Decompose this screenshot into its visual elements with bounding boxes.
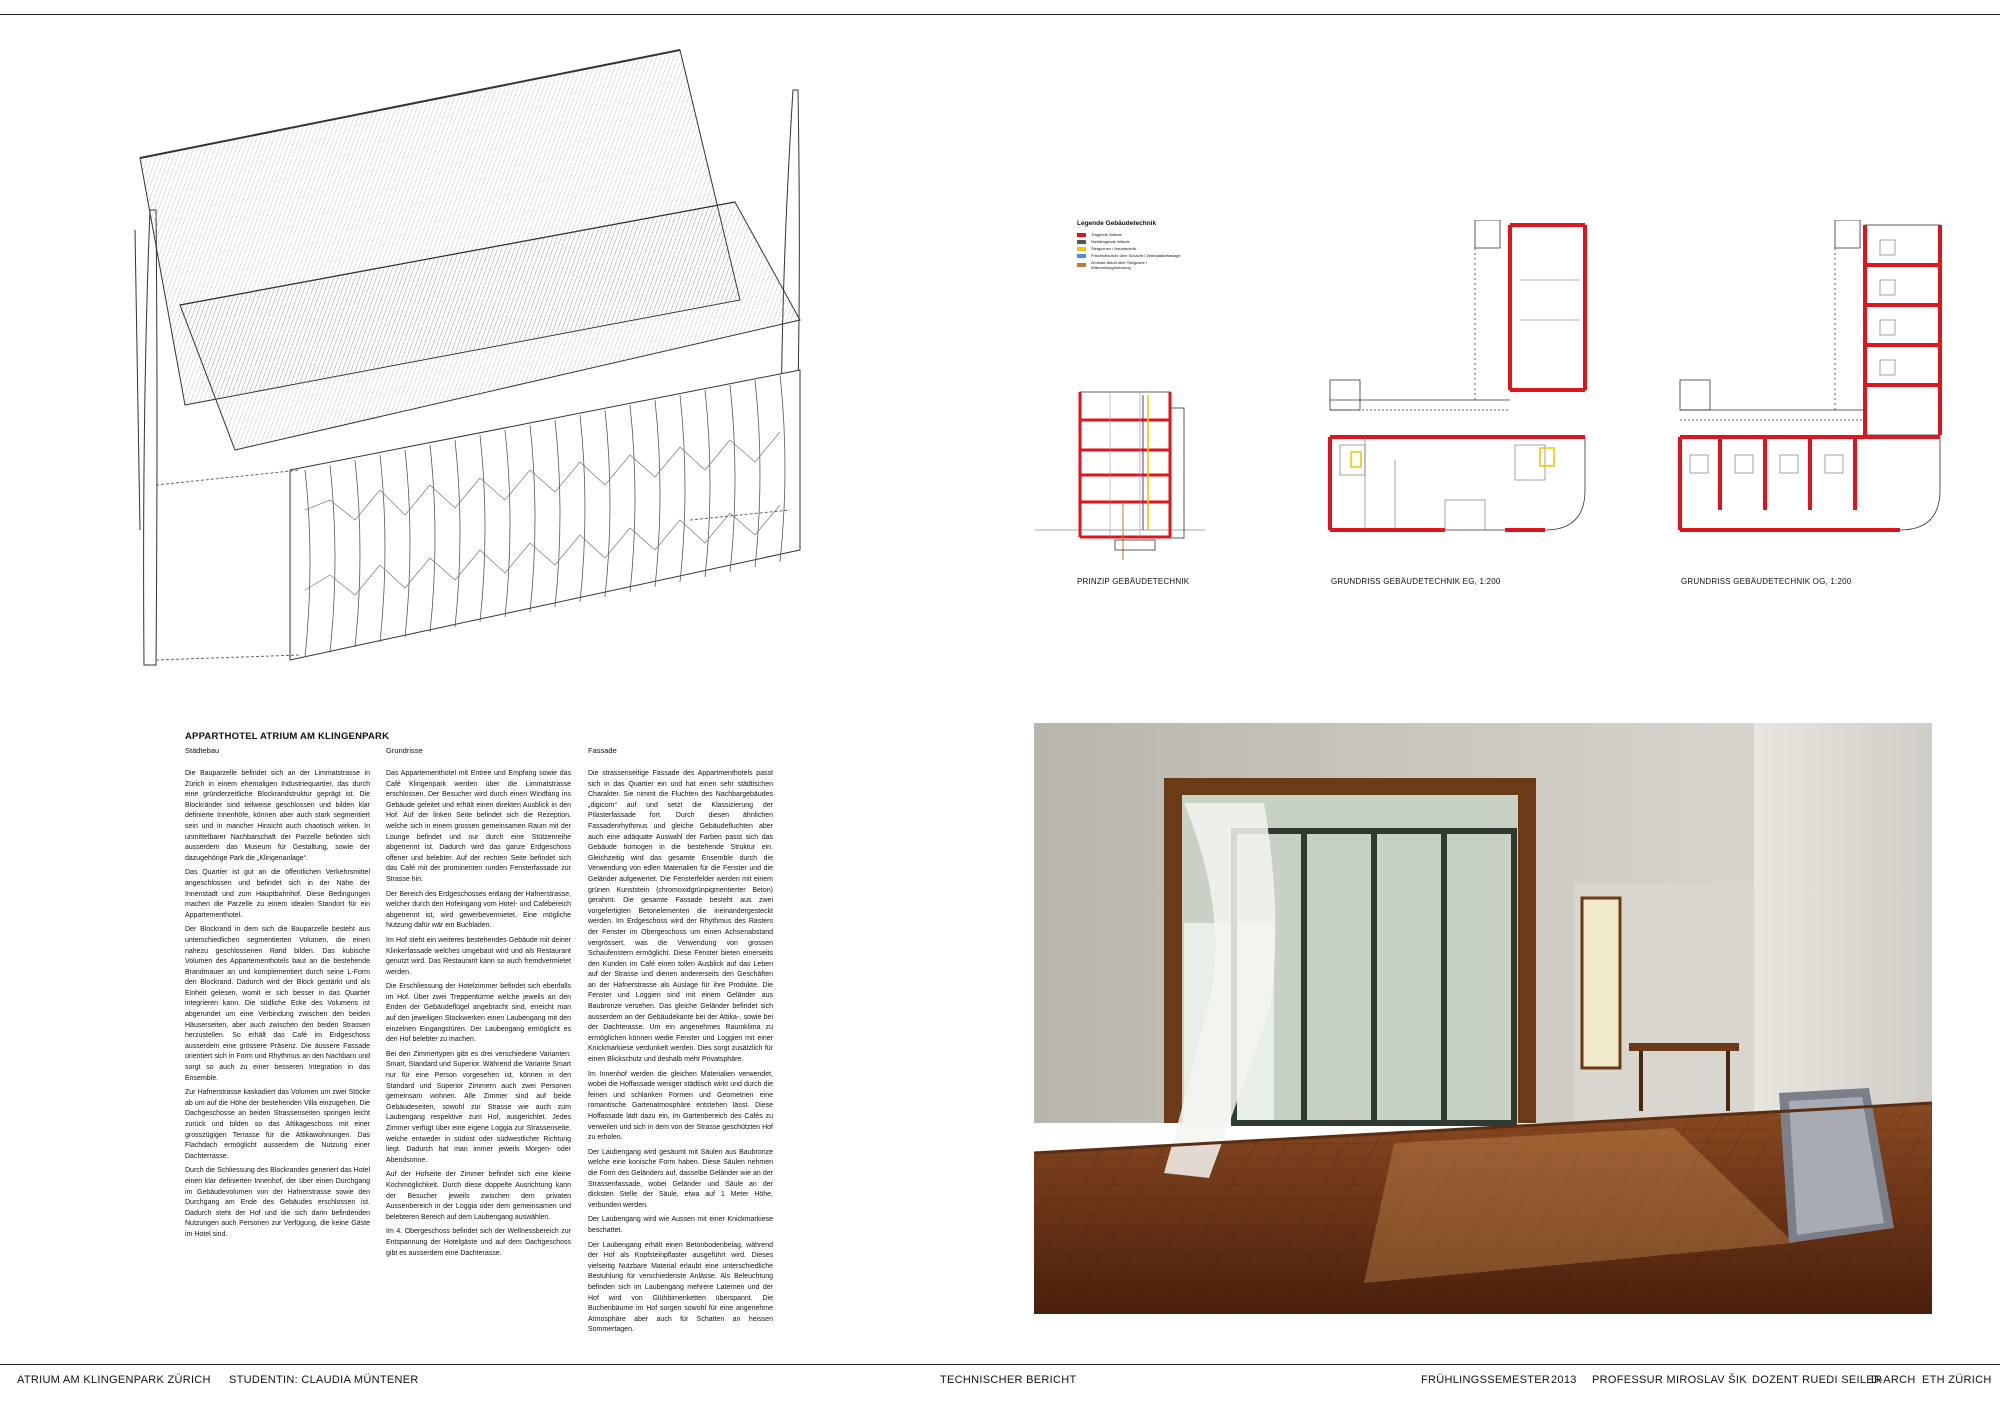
paragraph: Durch die Schliessung des Blockrandes generiert das Hotel einen klar definierten Innenhof, der über einen Durchgang im Gebäudevolumen von der Hafnerstrasse sowie den Durchgang am Ende des Gebäudes erschlossen ist. Dadurch steht der Hof und die sich darin befindenden Nutzungen auch Personen zur Verfügung, die keine Gäste im Hotel sind. [185, 1167, 370, 1238]
project-title: APPARTHOTEL ATRIUM AM KLINGENPARK [185, 731, 390, 742]
paragraph: Im Hof steht ein weiteres bestehendes Gebäude mit deiner Klinkerfassade welches umgebaut wird und als Restaurant genutzt wird. Das Restaurant kann so auch fremdvermietet werden. [386, 936, 571, 976]
paragraph: Die Erschliessung der Hotelzimmer befindet sich ebenfalls im Hof. Über zwei Treppentürme welche jeweils an den Enden der Gebäudeflügel angebracht sind, erreicht man auf den jeweiligen Stockwerken einen Laubengang mit den einzelnen Eingangstüren. Der Laubengang ermöglicht es den Hof belebter zu machen. [386, 983, 571, 1044]
paragraph: Auf der Hofseite der Zimmer befindet sich eine kleine Kochmöglichkeit. Durch diese doppelte Ausrichtung kann der Besucher jeweils zwischen dem privaten Aussenbereich in der Loggia oder dem gemeinsamen und belebteren Bereich auf dem Laubengang auswählen. [386, 1171, 571, 1221]
column-heading: Grundrisse [386, 746, 423, 755]
paragraph: Der Laubengang wird wie Aussen mit einer Knickmarkiese beschattet. [588, 1216, 773, 1234]
legend-swatch [1077, 254, 1086, 258]
legend-item [1077, 232, 1187, 237]
legend-item [1077, 246, 1187, 251]
legend-label: Zentrale Abluft über Steigzone / Wärmerückgewinnung [1090, 260, 1147, 270]
floor-plan-ground-floor [1325, 220, 1600, 540]
paragraph: Der Bereich des Erdgeschosses entlang der Hafnerstrasse, welcher durch den Hofeingang vom Hotel- und Cafébereich abgetrennt ist, wird gewerbevermietet. Eine mögliche Nutzung dafür wär ein Buchladen. [386, 890, 571, 930]
section-caption: PRINZIP GEBÄUDETECHNIK [1077, 577, 1190, 586]
footer-project: ATRIUM AM KLINGENPARK ZÜRICH [17, 1374, 211, 1386]
legend-swatch [1077, 247, 1086, 251]
footer-year: 2013 [1551, 1374, 1577, 1386]
paragraph: Das Appartementhotel mit Entree und Empfang sowie das Café Klingenpark werden über die Limmatstrasse erschlossen. Der Besucher wird durch einen Windfang ins Gebäude geleitet und erhält einen direkten Ausblick in den Hof. Auf der linken Seite befindet sich die Rezeption, welche sich in einem grossen gemeinsamen Raum mit der Lounge befindet und nur durch eine Stützenreihe abgetrennt ist. Dadurch wird das ganze Erdgeschoss offener und belebter. Auf der rechten Seite befindet sich das Café mit der prominenten runden Fensterfassade zur Strasse hin. [386, 770, 571, 883]
legend-label: Nichttragende Wände [1091, 239, 1130, 244]
interior-rendering [1034, 723, 1932, 1314]
paragraph: Die Bauparzelle befindet sich an der Limmatstrasse in Zürich in einem ehemaligen Industriequartier, das durch eine gründerzeitliche Blockrandstruktur geprägt ist. Die Blockränder sind teilweise geschlossen und bilden klar definierte Innenhöfe, können aber auch stark segmentiert sein und in mancher Hinsicht auch chaotisch wirken. In unmittelbarer Nachbarschaft der Parzelle befinden sich ausserdem das Museum für Gestaltung, sowie der dazugehörige Park die „Klingenanlage“. [185, 770, 370, 862]
paragraph: Das Quartier ist gut an die öffentlichen Verkehrsmittel angeschlossen und befindet sich in der Nähe der Innenstadt und zum Hauptbahnhof. Diese Bedingungen machen die Parzelle zu einem idealen Standort für ein Appartementhotel. [185, 869, 370, 919]
floor-plan-upper-floor [1675, 220, 1960, 540]
paragraph: Bei den Zimmertypen gibt es drei verschiedene Varianten: Smart, Standard und Superior. Während die Variante Smart nur für eine Person vorgesehen ist, können in den Standard und Superior Zimmern auch zwei Personen gemeinsam wohnen. Alle Zimmer sind auf beide Gebäudeseiten, sowohl zur Strasse wie auch zum Laubengang respektive zum Hof, ausgerichtet. Jedes Zimmer verfügt über eine eigene Loggia zur Strassenseite, welche entweder in südost oder südwestlicher Richtung liegt. Dadurch hat man immer jeweils Morgen- oder Abendsonne. [386, 1050, 571, 1164]
legend-item [1077, 260, 1187, 270]
axonometric-loggia-drawing [130, 30, 850, 680]
bottom-frame-line [0, 1364, 2000, 1365]
paragraph: Der Laubengang wird gesäumt mit Säulen aus Baubronze welche eine konische Form haben. Diese Säulen nehmen die Form des Geländers auf, dasselbe Geländer wie an der Strassenfassade, wobei Geländer und Säule an der dicksten Stelle der Säule, etwa auf 1 Meter Höhe, verbunden werden. [588, 1148, 773, 1209]
column-heading: Fassade [588, 746, 617, 755]
legend-label: Steigzonen / Haustechnik [1091, 246, 1137, 251]
footer-school: ETH ZÜRICH [1922, 1374, 1992, 1386]
footer-report-type: TECHNISCHER BERICHT [940, 1374, 1077, 1386]
legend-label: Frischluftzufuhr über Schacht / Zentralabluftanlage [1091, 253, 1181, 258]
paragraph: Der Laubengang erhält einen Betonbodenbelag, während der Hof als Kopfsteinpflaster ausgeführt wird. Dieses vielseitig Nutzbare Material erlaubt eine unterschiedliche Bestuhlung für verschiedenste Anlässe. Als Beleuchtung befinden sich im Laubengang mehrere Laternen und der Hof wird von Glühbirnenketten überspannt. Die Buchenbäume im Hof sorgen sowohl für eine angenehme Atmosphäre aber auch für Schatten an heissen Sommertagen. [588, 1241, 773, 1334]
plan-og-caption: GRUNDRISS GEBÄUDETECHNIK OG, 1:200 [1681, 577, 1852, 586]
footer-student: STUDENTIN: CLAUDIA MÜNTENER [229, 1374, 419, 1386]
plan-eg-caption: GRUNDRISS GEBÄUDETECHNIK EG, 1:200 [1331, 577, 1501, 586]
top-frame-line [0, 14, 2000, 15]
legend [1077, 220, 1187, 272]
text-column-grundrisse [386, 746, 571, 1263]
paragraph: Die strassenseitige Fassade des Appartmenthotels passt sich in das Quartier ein und hat einen sehr städtischen Charakter. Sie nimmt die Fluchten des Nachbargebäudes „digicom“ auf und setzt die Klassizierung der Pilasterfassade fort. Durch diesen ähnlichen Fassadenrhythmus und gleiche Gebäudefluchten aber auch eine adäquate Auswahl der Farben passt sich das Gebäude homogen in die bestehende Struktur ein. Gleichzeitig wird das gesamte Ensemble durch die Verwendung von edlen Materialien für die Fenster und die Geländer aufgewertet. Die Fensterfelder werden mit einem grünen Kunststein (chromoxidgrünpigmentierter Beton) gerahmt. Die gesamte Fassade besteht aus zwei vorgefertigten Betonelementen die ineinandergesteckt werden. Im Erdgeschoss wird der Rhythmus des Rasters der Fenster im Obergeschoss um einen Achsenabstand vergrössert, was die Verwendung von grossen Schaufenstern ermöglicht. Diese Fenster bieten einerseits den Kunden im Café einen tollen Ausblick auf das Leben auf der Strasse und dienen andererseits den Geschäften an der Hafnerstrasse als Auslage für ihre Produkte. Die Fenster und Loggien sind mit einem Geländer aus Baubronze versehen. Das gleiche Geländer befindet sich ausserdem an der Gebäudekante bei der Attika-, sowie bei der Dachterasse. Um ein angenehmes Raumklima zu ermöglichen können wedie Fenster und Loggien mit einer Knickmarkiese verdunkelt werden. Dies sorgt zusätzlich für einen Blickschutz und deshalb mehr Privatsphäre. [588, 770, 773, 1064]
paragraph: Zur Hafnerstrasse kaskadiert das Volumen um zwei Stöcke ab um auf die Höhe der bestehenden Villa einzugehen. Die Dachgeschosse an beiden Strassenseiten springen leicht zurück und bilden so das Attikageschoss mit einer grosszügigen Terrasse für die Attikawohnungen. Das Flachdach ermöglicht ausserdem die Nutzung einer Dachterrasse. [185, 1089, 370, 1160]
footer-department: D-ARCH [1871, 1374, 1916, 1386]
text-column-fassade [588, 746, 773, 1340]
footer-professor: PROFESSUR MIROSLAV ŠIK [1592, 1374, 1747, 1386]
section-building-services-drawing [1030, 380, 1210, 565]
column-heading: Städtebau [185, 746, 220, 755]
paragraph: Der Blockrand in dem sich die Bauparzelle besteht aus unterschiedlichen segmentierten Volumen, die einen nahezu geschlossenen Rand bilden. Das kubische Volumen des Appartementhotels baut an die bestehende Brandmauer an und komplementiert durch seine L-Form den Blockrand. Dadurch wird der Block gestärkt und als Einheit gelesen, womit er sich besser in das Quartier integrieren kann. Die südliche Ecke des Volumens ist abgerundet um eine Verbindung zwischen den beiden Häuserseiten, aber auch zwischen den beiden Strassen herzustellen. So erhält das Café im Erdgeschoss ausserdem eine grössere Präsenz. Die äussere Fassade orientiert sich in Form und Rhythmus an den Nachbarn und sorgt so auch zu einer besseren Integration in das Ensemble. [185, 926, 370, 1082]
legend-swatch [1077, 233, 1086, 237]
legend-title: Legende Gebäudetechnik [1077, 220, 1157, 227]
footer-semester: FRÜHLINGSSEMESTER [1421, 1374, 1551, 1386]
paragraph: Im 4. Obergeschoss befindet sich der Wellnessbereich zur Entspannung der Hotelgäste und auf dem Dachgeschoss gibt es ausserdem eine Dachterasse. [386, 1228, 571, 1257]
paragraph: Im Innenhof werden die gleichen Materialien verwendet, wobei die Hoffassade weniger städtisch wirkt und durch die feinen und schlanken Formen und Geometrien eine romantische Gartenatmosphäre entstehen lässt. Diese Hoffassade lädt dazu ein, im Gartenbereich des Cafés zu verweilen und sich in dem von der Strasse geschützten Hof zu erholen. [588, 1070, 773, 1142]
legend-item [1077, 239, 1187, 244]
legend-swatch [1077, 240, 1086, 244]
legend-item [1077, 253, 1187, 258]
legend-swatch [1077, 263, 1086, 267]
footer-dozent: DOZENT RUEDI SEILER [1752, 1374, 1883, 1386]
text-column-staedtebau [185, 746, 370, 1245]
legend-label: Tragende Wände [1091, 232, 1122, 237]
